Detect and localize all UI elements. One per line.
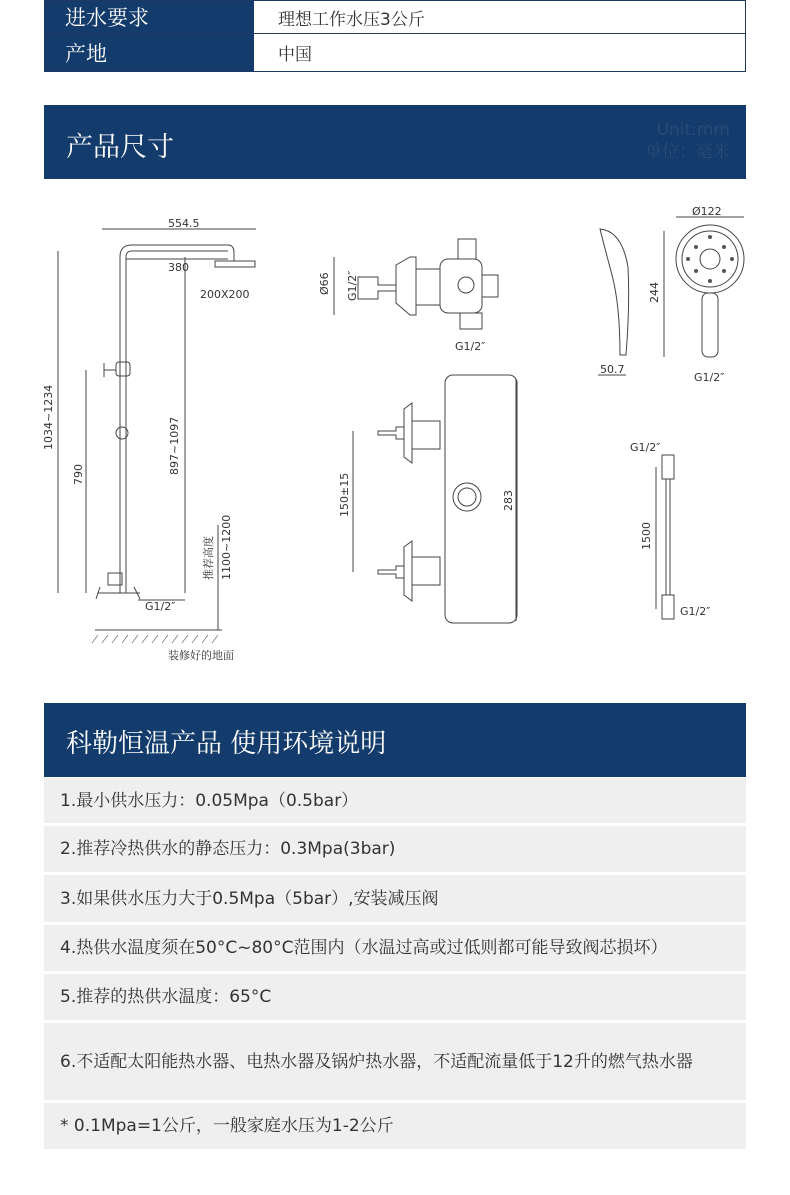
size-section-header [44, 105, 746, 179]
size-section-title: 产品尺寸 [66, 132, 174, 163]
spec-table [44, 0, 746, 72]
dim-width: 554.5 [168, 217, 200, 230]
dim-valve-thread-left: G1/2″ [346, 270, 359, 301]
spec-value: 理想工作水压3公斤 [254, 1, 745, 33]
dim-recommended-height: 1100~1200 [220, 514, 233, 580]
dim-head-height: 897~1097 [168, 416, 181, 475]
unit-cn: 单位：毫米 [645, 142, 730, 162]
list-item: 3.如果供水压力大于0.5Mpa（5bar）,安装减压阀 [44, 875, 746, 922]
unit-en: Unit:mm [656, 120, 730, 140]
floor-label: 装修好的地面 [168, 649, 234, 662]
dim-hose-length: 1500 [640, 522, 653, 550]
list-item: 4.热供水温度须在50°C~80°C范围内（水温过高或过低则都可能导致阀芯损坏） [44, 925, 746, 971]
dim-hose-thread-top: G1/2″ [630, 441, 661, 454]
dim-valve-height: 283 [502, 490, 515, 511]
spec-row-origin [44, 34, 746, 72]
dim-mixer-height: 790 [72, 464, 85, 485]
list-item: * 0.1Mpa=1公斤，一般家庭水压为1-2公斤 [44, 1103, 746, 1149]
spec-value: 中国 [254, 34, 745, 71]
env-section-title: 科勒恒温产品 使用环境说明 [66, 729, 387, 759]
dim-inlet: G1/2″ [145, 600, 176, 613]
dim-valve-diameter: Ø66 [318, 272, 331, 295]
list-item: 1.最小供水压力：0.05Mpa（0.5bar） [44, 778, 746, 823]
dimension-drawings [0, 195, 790, 675]
dim-hand-diameter: Ø122 [692, 205, 722, 218]
list-item: 5.推荐的热供水温度：65°C [44, 974, 746, 1020]
spray-dots [686, 235, 734, 283]
recommended-label: 推荐高度 [202, 536, 215, 580]
list-item: 6.不适配太阳能热水器、电热水器及锅炉热水器，不适配流量低于12升的燃气热水器 [44, 1023, 746, 1100]
dim-total-height: 1034~1234 [42, 384, 55, 450]
hose-drawing [656, 455, 674, 619]
dim-arm: 380 [168, 261, 189, 274]
unit-label [645, 119, 730, 163]
dim-valve-spacing: 150±15 [338, 472, 351, 517]
spec-key: 进水要求 [45, 1, 254, 33]
env-list [44, 778, 746, 1152]
list-item: 2.推荐冷热供水的静态压力：0.3Mpa(3bar) [44, 826, 746, 872]
env-section-header [44, 703, 746, 777]
dim-hand-length: 244 [648, 282, 661, 303]
dim-hose-thread-bottom: G1/2″ [680, 605, 711, 618]
dim-valve-thread-bottom: G1/2″ [455, 340, 486, 353]
spec-key: 产地 [45, 34, 254, 71]
valve-front-drawing [353, 375, 517, 623]
hand-shower-drawing [598, 217, 744, 375]
spec-row-inlet [44, 0, 746, 34]
dim-hand-thread: G1/2″ [694, 371, 725, 384]
dim-hand-depth: 50.7 [600, 363, 625, 376]
dim-head: 200X200 [200, 288, 250, 301]
